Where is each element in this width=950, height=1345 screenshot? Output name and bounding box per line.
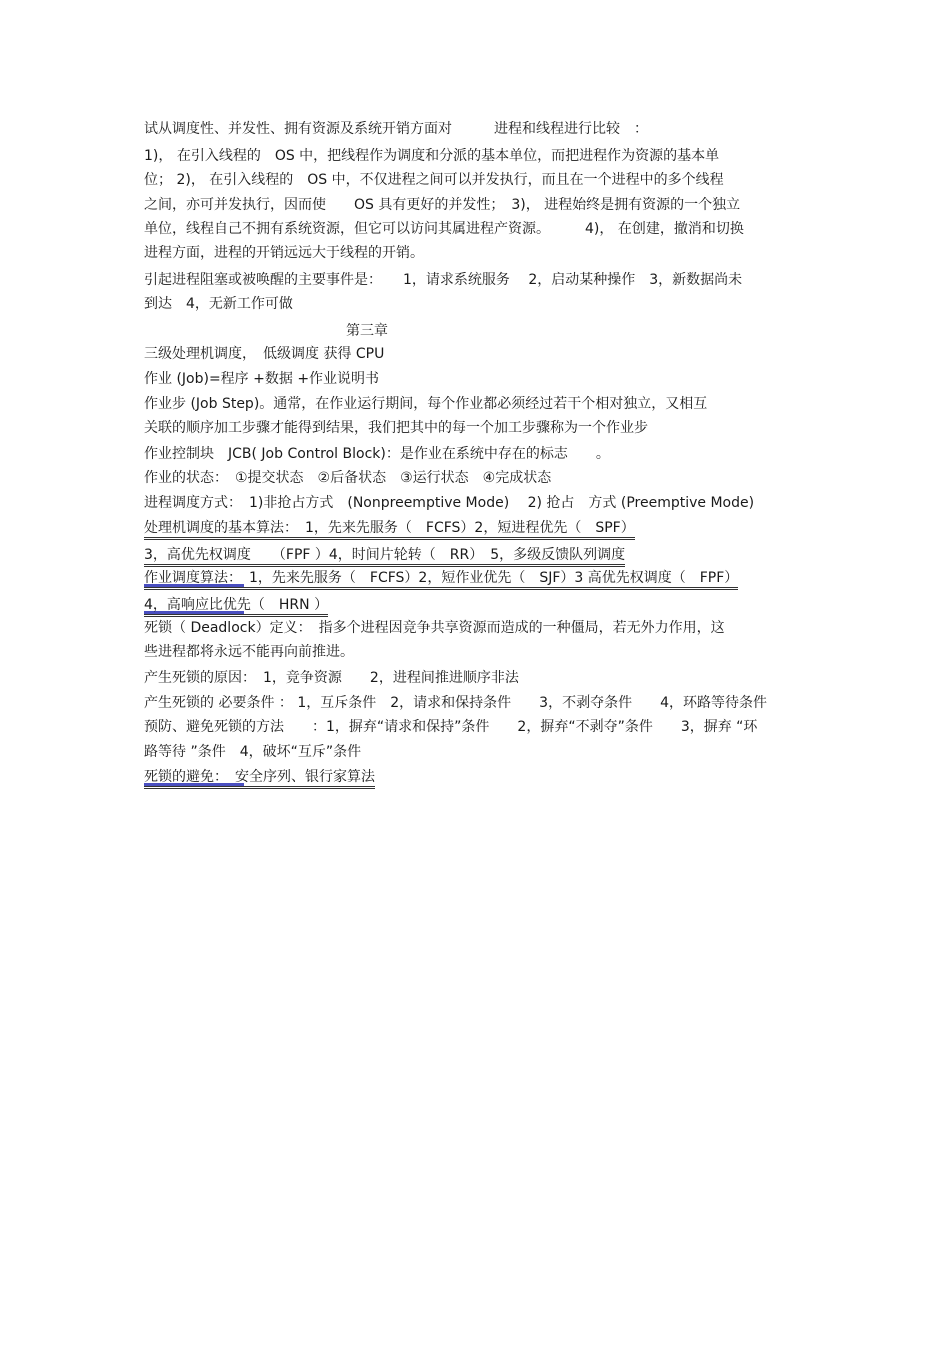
paragraph-line-8: 到达 4，无新工作可做 — [144, 296, 293, 312]
paragraph-line-7: 引起进程阻塞或被唤醒的主要事件是： 1，请求系统服务 2，启动某种操作 3，新数据尚未 — [144, 272, 743, 288]
underlined-line-27: 死锁的避免： 安全序列、银行家算法 — [144, 769, 375, 789]
underlined-line-wrapper-19 — [144, 568, 738, 588]
paragraph-line-12: 作业步 (Job Step)。通常，在作业运行期间，每个作业都必须经过若干个相对独立，又相互 — [144, 396, 708, 412]
paragraph-line-24: 产生死锁的 必要条件 ： 1，互斥条件 2，请求和保持条件 3，不剥夺条件 4，环路等待条件 — [144, 695, 767, 711]
paragraph-line-3: 位； 2)， 在引入线程的 OS 中，不仅进程之间可以并发执行，而且在一个进程中的多个线程 — [144, 172, 724, 188]
paragraph-line-16: 进程调度方式： 1)非抢占方式 (Nonpreemptive Mode) 2) 抢占 方式 (Preemptive Mode) — [144, 495, 755, 511]
paragraph-line-1: 试从调度性、并发性、拥有资源及系统开销方面对 进程和线程进行比较 ： — [144, 121, 648, 137]
underlined-line-19: 作业调度算法： 1，先来先服务（ FCFS）2，短作业优先（ SJF）3 高优先权调度（ FPF） — [144, 570, 738, 590]
paragraph-line-21: 死锁（ Deadlock）定义： 指多个进程因竞争共享资源而造成的一种僵局，若无外力作用，这 — [144, 620, 725, 636]
paragraph-line-14: 作业控制块 JCB( Job Control Block)：是作业在系统中存在的标志 。 — [144, 446, 610, 462]
underlined-line-20: 4，高响应比优先（ HRN ） — [144, 597, 328, 617]
paragraph-line-15: 作业的状态： ①提交状态 ②后备状态 ③运行状态 ④完成状态 — [144, 470, 552, 486]
paragraph-line-11: 作业 (Job)=程序 +数据 +作业说明书 — [144, 371, 380, 387]
paragraph-line-22: 些进程都将永远不能再向前推进。 — [144, 644, 354, 660]
underlined-line-wrapper-27 — [144, 767, 375, 787]
underlined-line-17: 处理机调度的基本算法： 1，先来先服务（ FCFS）2，短进程优先（ SPF） — [144, 520, 635, 540]
underlined-line-18: 3，高优先权调度 （FPF ）4，时间片轮转（ RR） 5，多级反馈队列调度 — [144, 547, 625, 567]
paragraph-line-13: 关联的顺序加工步骤才能得到结果，我们把其中的每一个加工步骤称为一个作业步 — [144, 420, 648, 436]
paragraph-line-10: 三级处理机调度， 低级调度 获得 CPU — [144, 346, 385, 362]
paragraph-line-2: 1)， 在引入线程的 OS 中，把线程作为调度和分派的基本单位，而把进程作为资源的基本单 — [144, 148, 720, 164]
paragraph-line-23: 产生死锁的原因： 1，竞争资源 2，进程间推进顺序非法 — [144, 670, 519, 686]
paragraph-line-6: 进程方面，进程的开销远远大于线程的开销。 — [144, 245, 424, 261]
paragraph-line-4: 之间，亦可并发执行，因而使 OS 具有更好的并发性； 3)， 进程始终是拥有资源的一个独立 — [144, 197, 741, 213]
underlined-line-wrapper-20 — [144, 595, 328, 615]
paragraph-line-26: 路等待 ”条件 4，破坏“互斥”条件 — [144, 744, 362, 760]
underlined-line-wrapper-17 — [144, 518, 635, 538]
chapter-heading: 第三章 — [346, 323, 388, 339]
paragraph-line-5: 单位，线程自己不拥有系统资源，但它可以访问其属进程产资源。 4)， 在创建，撤消和切换 — [144, 221, 744, 237]
paragraph-line-25: 预防、避免死锁的方法 ：1，摒弃“请求和保持”条件 2，摒弃“不剥夺”条件 3，摒弃 “环 — [144, 719, 758, 735]
underlined-line-wrapper-18 — [144, 545, 625, 565]
